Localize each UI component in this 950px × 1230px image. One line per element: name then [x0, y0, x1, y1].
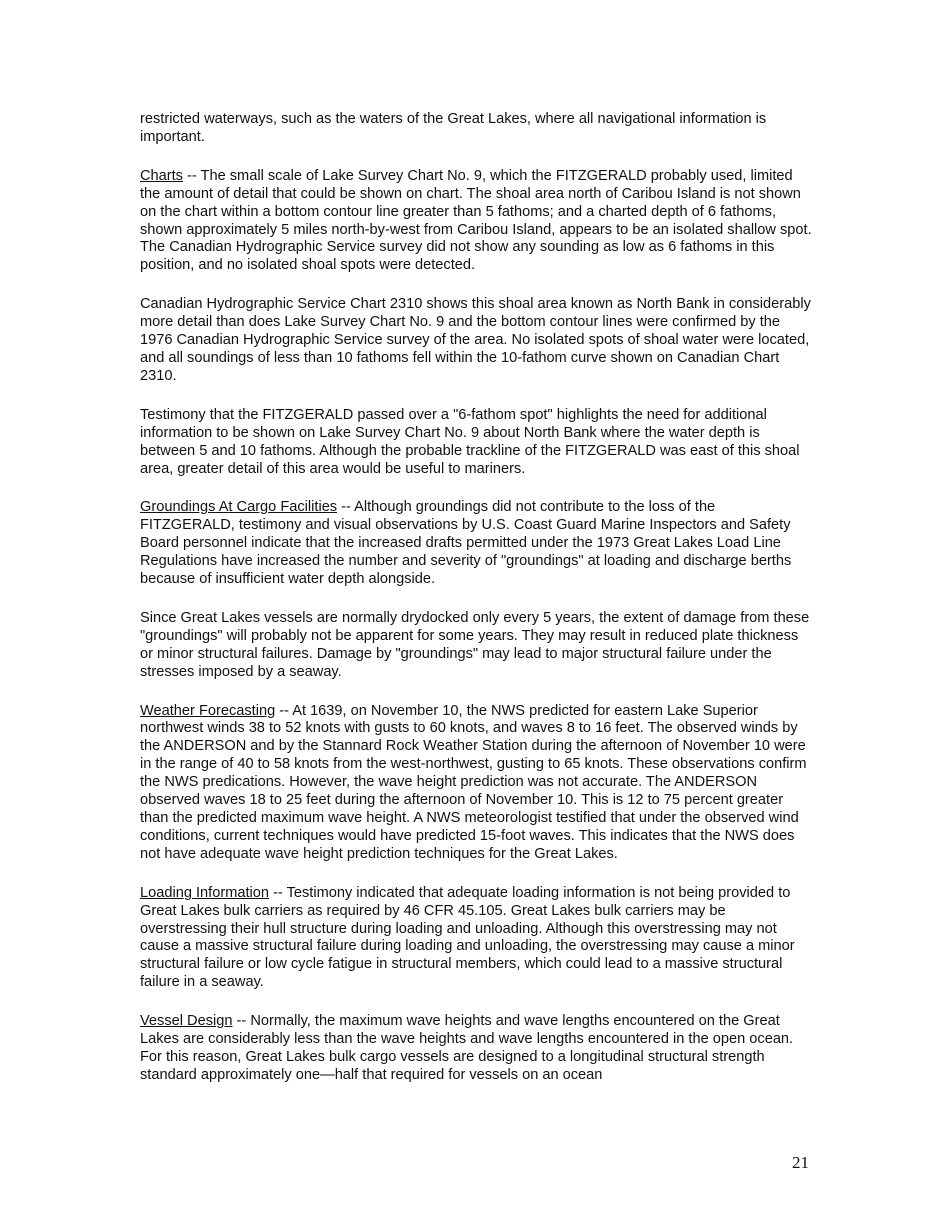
paragraph-charts	[140, 168, 814, 275]
section-heading-groundings: Groundings At Cargo Facilities	[140, 499, 338, 516]
paragraph-text: Canadian Hydrographic Service Chart 2310 shows this shoal area known as North Bank in considerably more detail than does Lake Survey Chart No. 9 and the bottom contour lines were confirmed by the 1976 Canadian Hydrographic Service survey of the area. No isolated spots of shoal water were located, and all soundings of less than 10 fathoms fell within the 10-fathom curve shown on Canadian Chart 2310.	[140, 296, 811, 384]
section-heading-vessel-design: Vessel Design	[140, 1013, 233, 1030]
paragraph-text: -- Although groundings did not contribute to the loss of the FITZGERALD, testimony and visual observations by U.S. Coast Guard Marine Inspectors and Safety Board personnel indicate that the increased drafts permitted under the 1973 Great Lakes Load Line Regulations have increased the number and severity of "groundings" at loading and discharge berths because of insufficient water depth alongside.	[140, 499, 792, 588]
paragraph-text: -- At 1639, on November 10, the NWS predicted for eastern Lake Superior northwest winds 38 to 52 knots with gusts to 60 knots, and waves 8 to 16 feet. The observed winds by the ANDERSON and by the Stannard Rock Weather Station during the afternoon of November 10 were in the range of 40 to 58 knots from the west-northwest, gusting to 65 knots. These observations confirm the NWS predications. However, the wave height prediction was not accurate. The ANDERSON observed waves 18 to 25 feet during the afternoon of November 10. This is 12 to 75 percent greater than the predicted maximum wave height. A NWS meteorologist testified that under the observed wind conditions, current techniques would have predicted 15-foot waves. This indicates that the NWS does not have adequate wave height prediction techniques for the Great Lakes.	[140, 702, 807, 862]
body-text	[140, 111, 814, 1106]
paragraph-text: Since Great Lakes vessels are normally drydocked only every 5 years, the extent of damage from these "groundings" will probably not be apparent for some years. They may result in reduced plate thickness or minor structural failures. Damage by "groundings" may lead to major structural failure under the stresses imposed by a seaway.	[140, 609, 810, 680]
paragraph-text: Testimony that the FITZGERALD passed over a "6-fathom spot" highlights the need for additional information to be shown on Lake Survey Chart No. 9 about North Bank where the water depth is between 5 and 10 fathoms. Although the probable trackline of the FITZGERALD was east of this shoal area, greater detail of this area would be useful to mariners.	[140, 406, 800, 477]
paragraph-continuation	[140, 111, 814, 147]
paragraph-text: -- Normally, the maximum wave heights and wave lengths encountered on the Great Lakes are considerably less than the wave heights and wave lengths encountered in the open ocean. For this reason, Great Lakes bulk cargo vessels are designed to a longitudinal structural strength standard approximately one—half that required for vessels on an ocean	[140, 1013, 794, 1083]
paragraph-text: restricted waterways, such as the waters of the Great Lakes, where all navigational information is important.	[140, 111, 767, 145]
paragraph-text: -- Testimony indicated that adequate loading information is not being provided to Great Lakes bulk carriers as required by 46 CFR 45.105. Great Lakes bulk carriers may be overstressing their hull structure during loading and unloading. Although this overstressing may not cause a massive structural failure during loading and unloading, the overstressing may cause a minor structural failure or low cycle fatigue in structural members, which could lead to a massive structural failure in a seaway.	[140, 884, 795, 991]
paragraph-drydock	[140, 610, 814, 682]
paragraph-text: -- The small scale of Lake Survey Chart No. 9, which the FITZGERALD probably used, limited the amount of detail that could be shown on chart. The shoal area north of Caribou Island is not shown on the chart within a bottom contour line greater than 5 fathoms; and a charted depth of 6 fathoms, shown approximately 5 miles north-by-west from Caribou Island, appears to be an isolated shallow spot. The Canadian Hydrographic Service survey did not show any sounding as low as 6 fathoms in this position, and no isolated shoal spots were detected.	[140, 167, 812, 274]
paragraph-groundings	[140, 499, 814, 589]
section-heading-loading: Loading Information	[140, 884, 269, 901]
paragraph-testimony	[140, 407, 814, 479]
paragraph-canadian-chart	[140, 296, 814, 386]
paragraph-weather	[140, 703, 814, 864]
page-number: 21	[792, 1153, 809, 1172]
section-heading-weather: Weather Forecasting	[140, 702, 276, 719]
paragraph-vessel-design	[140, 1013, 814, 1085]
section-heading-charts: Charts	[140, 167, 183, 184]
paragraph-loading	[140, 885, 814, 992]
